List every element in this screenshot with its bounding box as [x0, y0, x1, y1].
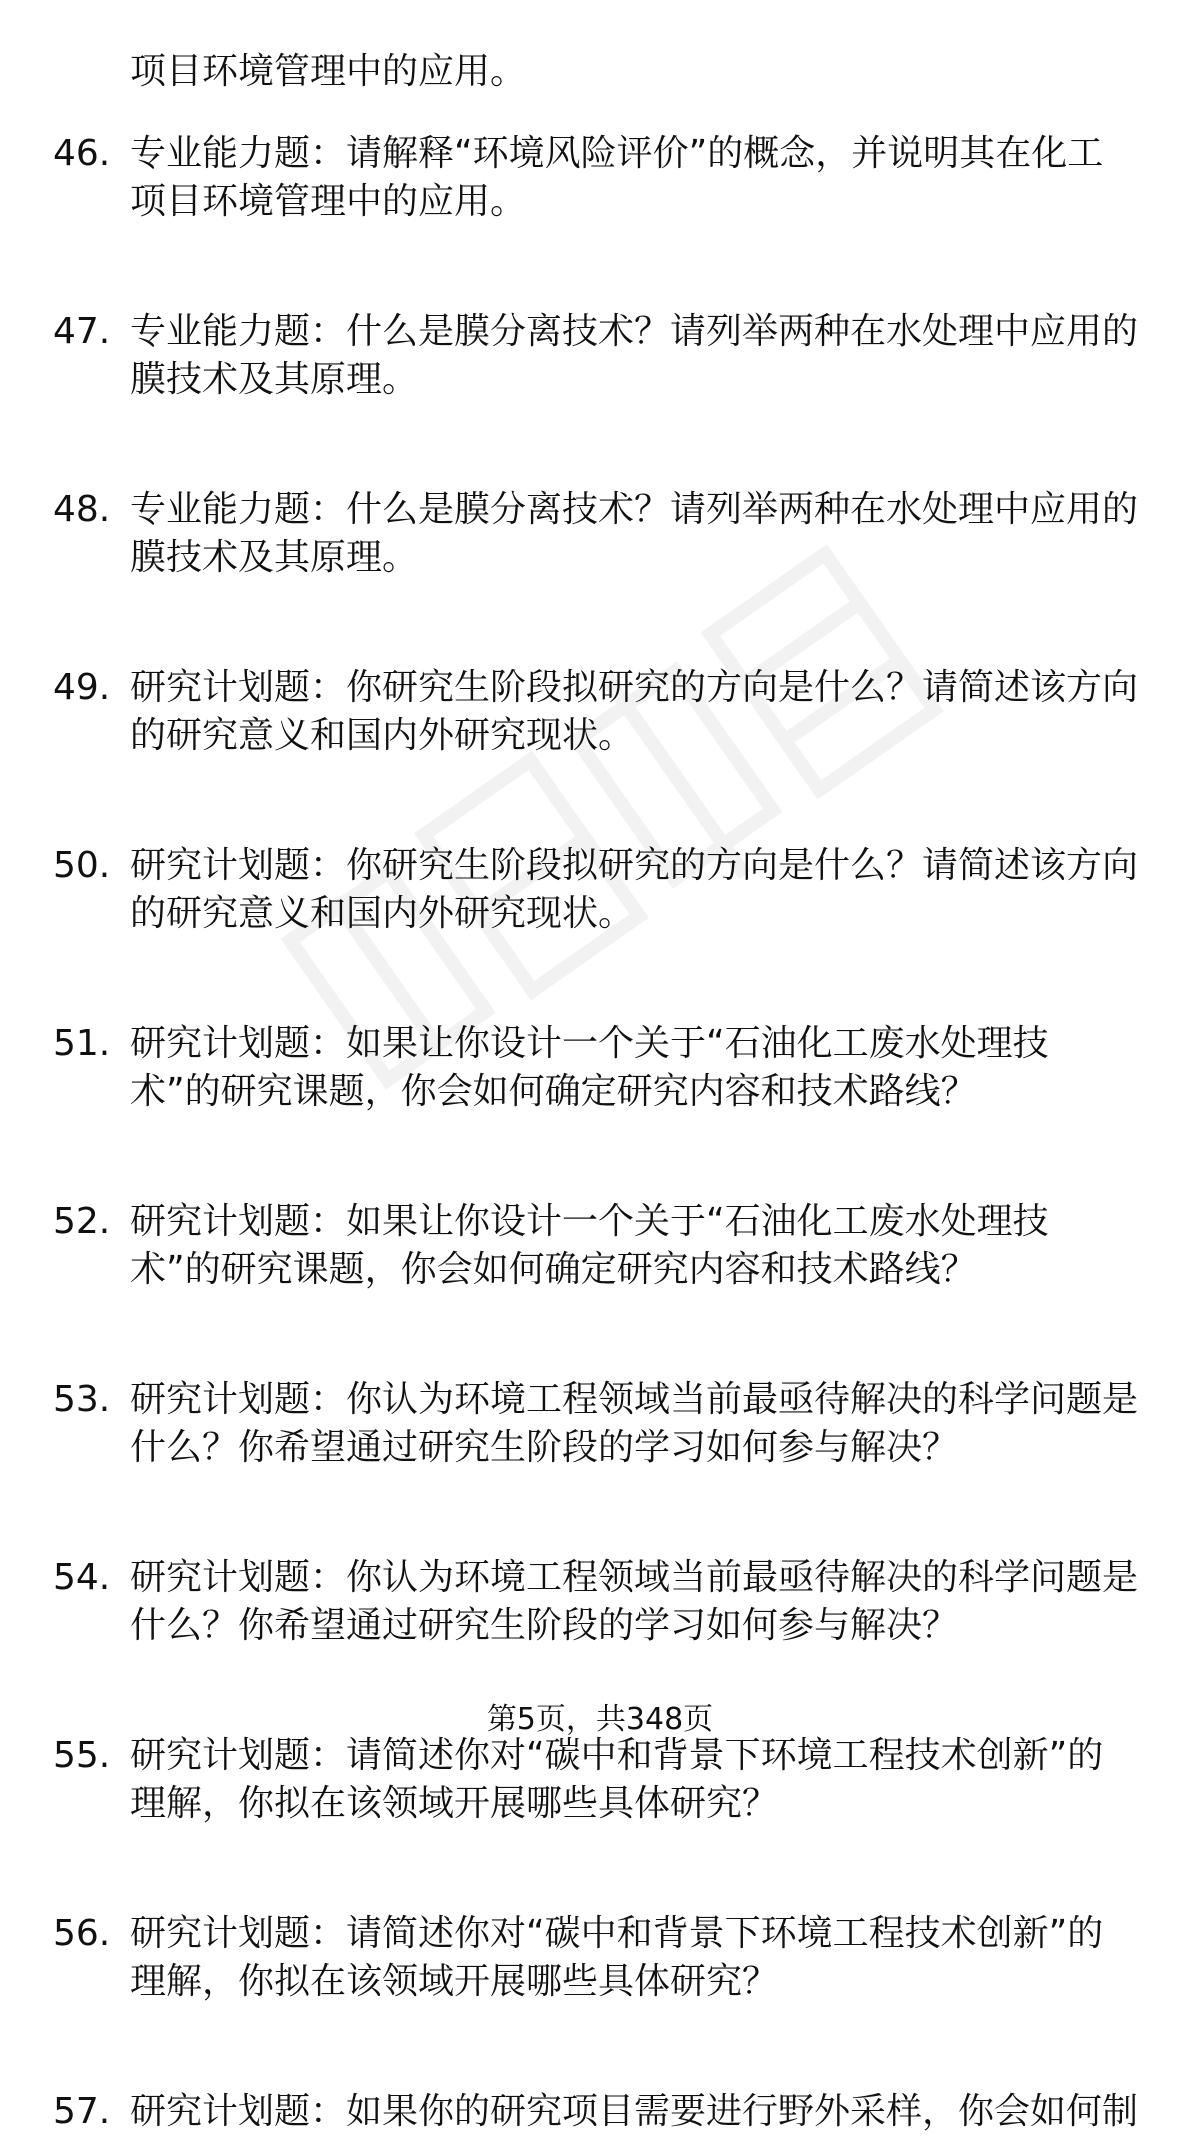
question-text-line: 研究计划题：你研究生阶段拟研究的方向是什么？请简述该方向: [130, 667, 1139, 708]
continued-text: 项目环境管理中的应用。: [130, 51, 527, 92]
question-text-line: 术”的研究课题，你会如何确定研究内容和技术路线？: [130, 1071, 977, 1112]
question-text-line: 专业能力题：什么是膜分离技术？请列举两种在水处理中应用的: [130, 311, 1139, 352]
question-item: [0, 130, 1200, 226]
question-item: [0, 1198, 1200, 1294]
question-text-line: 的研究意义和国内外研究现状。: [130, 715, 635, 756]
question-number: 49.: [53, 667, 111, 708]
question-item: [0, 842, 1200, 938]
question-item: [0, 2088, 1200, 2136]
question-number: 53.: [53, 1379, 111, 1420]
question-item: [0, 1732, 1200, 1828]
question-text-line: 研究计划题：如果你的研究项目需要进行野外采样，你会如何制: [130, 2091, 1139, 2132]
question-number: 48.: [53, 489, 111, 530]
question-text-line: 研究计划题：如果让你设计一个关于“石油化工废水处理技: [130, 1023, 1049, 1064]
question-item: [0, 1020, 1200, 1116]
question-item: [0, 308, 1200, 404]
question-number: 51.: [53, 1023, 111, 1064]
question-item: [0, 1910, 1200, 2006]
page-footer: [0, 1700, 1200, 1740]
question-number: 54.: [53, 1557, 111, 1598]
question-number: 46.: [53, 133, 111, 174]
question-text-line: 研究计划题：请简述你对“碳中和背景下环境工程技术创新”的: [130, 1913, 1104, 1954]
question-number: 56.: [53, 1913, 111, 1954]
question-number: 47.: [53, 311, 111, 352]
question-text-line: 研究计划题：你认为环境工程领域当前最亟待解决的科学问题是: [130, 1379, 1139, 1420]
question-item: [0, 664, 1200, 760]
question-item: [0, 1376, 1200, 1472]
question-text-line: 项目环境管理中的应用。: [130, 181, 527, 222]
question-text-line: 理解，你拟在该领域开展哪些具体研究？: [130, 1783, 779, 1824]
question-text-line: 术”的研究课题，你会如何确定研究内容和技术路线？: [130, 1249, 977, 1290]
question-text-line: 什么？你希望通过研究生阶段的学习如何参与解决？: [130, 1427, 959, 1468]
question-item: [0, 486, 1200, 582]
question-text-line: 专业能力题：请解释“环境风险评价”的概念，并说明其在化工: [130, 133, 1104, 174]
question-text-line: 研究计划题：请简述你对“碳中和背景下环境工程技术创新”的: [130, 1735, 1104, 1776]
question-content: [0, 48, 1200, 2136]
question-text-line: 膜技术及其原理。: [130, 537, 419, 578]
question-number: 57.: [53, 2091, 111, 2132]
page-indicator: 第5页，共348页: [486, 1702, 714, 1737]
question-text-line: 研究计划题：你认为环境工程领域当前最亟待解决的科学问题是: [130, 1557, 1139, 1598]
question-text-line: 什么？你希望通过研究生阶段的学习如何参与解决？: [130, 1605, 959, 1646]
question-list: [0, 130, 1200, 2136]
question-text-line: 膜技术及其原理。: [130, 359, 419, 400]
question-text-line: 研究计划题：如果让你设计一个关于“石油化工废水处理技: [130, 1201, 1049, 1242]
question-text-line: 研究计划题：你研究生阶段拟研究的方向是什么？请简述该方向: [130, 845, 1139, 886]
question-number: 52.: [53, 1201, 111, 1242]
question-text-line: 理解，你拟在该领域开展哪些具体研究？: [130, 1961, 779, 2002]
question-text-line: 的研究意义和国内外研究现状。: [130, 893, 635, 934]
question-text-line: 专业能力题：什么是膜分离技术？请列举两种在水处理中应用的: [130, 489, 1139, 530]
question-number: 55.: [53, 1735, 111, 1776]
question-item: [0, 1554, 1200, 1650]
question-number: 50.: [53, 845, 111, 886]
